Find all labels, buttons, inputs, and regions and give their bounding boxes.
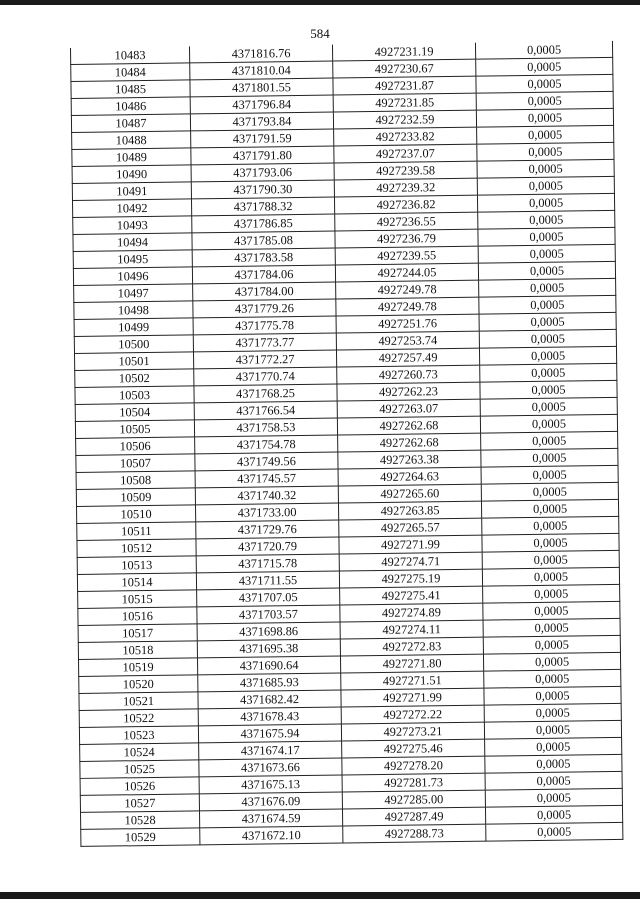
x-coordinate-cell: 4371698.86 [197, 622, 340, 641]
point-number-cell: 10522 [79, 709, 198, 728]
point-number-cell: 10521 [79, 692, 198, 711]
y-coordinate-cell: 4927274.71 [339, 552, 482, 571]
value-cell: 0,0005 [484, 703, 621, 722]
point-number-cell: 10507 [76, 454, 195, 473]
y-coordinate-cell: 4927260.73 [337, 365, 480, 384]
value-cell: 0,0005 [483, 652, 620, 671]
value-cell: 0,0005 [478, 210, 615, 229]
y-coordinate-cell: 4927265.57 [339, 518, 482, 537]
point-number-cell: 10484 [71, 63, 190, 82]
point-number-cell: 10502 [75, 369, 194, 388]
point-number-cell: 10491 [72, 182, 191, 201]
y-coordinate-cell: 4927239.32 [334, 178, 477, 197]
point-number-cell: 10513 [77, 556, 196, 575]
x-coordinate-cell: 4371790.30 [191, 180, 334, 199]
value-cell: 0,0005 [482, 550, 619, 569]
y-coordinate-cell: 4927244.05 [335, 263, 478, 282]
point-number-cell: 10497 [74, 284, 193, 303]
x-coordinate-cell: 4371793.84 [190, 112, 333, 131]
x-coordinate-cell: 4371758.53 [194, 418, 337, 437]
y-coordinate-cell: 4927271.51 [341, 671, 484, 690]
y-coordinate-cell: 4927281.73 [342, 773, 485, 792]
value-cell: 0,0005 [478, 261, 615, 280]
value-cell: 0,0005 [481, 465, 618, 484]
y-coordinate-cell: 4927263.07 [337, 399, 480, 418]
value-cell: 0,0005 [482, 567, 619, 586]
x-coordinate-cell: 4371779.26 [193, 299, 336, 318]
point-number-cell: 10518 [78, 641, 197, 660]
x-coordinate-cell: 4371786.85 [192, 214, 335, 233]
coordinates-table [70, 41, 623, 847]
x-coordinate-cell: 4371754.78 [195, 435, 338, 454]
y-coordinate-cell: 4927230.67 [333, 59, 476, 78]
y-coordinate-cell: 4927278.20 [342, 756, 485, 775]
y-coordinate-cell: 4927231.87 [333, 76, 476, 95]
x-coordinate-cell: 4371674.59 [199, 809, 342, 828]
x-coordinate-cell: 4371674.17 [199, 741, 342, 760]
x-coordinate-cell: 4371733.00 [195, 503, 338, 522]
point-number-cell: 10524 [80, 743, 199, 762]
y-coordinate-cell: 4927274.11 [340, 620, 483, 639]
x-coordinate-cell: 4371784.06 [192, 265, 335, 284]
point-number-cell: 10504 [75, 403, 194, 422]
x-coordinate-cell: 4371711.55 [196, 571, 339, 590]
value-cell: 0,0005 [485, 805, 622, 824]
x-coordinate-cell: 4371791.80 [191, 146, 334, 165]
x-coordinate-cell: 4371675.94 [198, 724, 341, 743]
y-coordinate-cell: 4927275.41 [340, 586, 483, 605]
scan-edge-bottom [0, 892, 640, 899]
point-number-cell: 10508 [76, 471, 195, 490]
y-coordinate-cell: 4927231.85 [333, 93, 476, 112]
value-cell: 0,0005 [477, 125, 614, 144]
value-cell: 0,0005 [479, 295, 616, 314]
x-coordinate-cell: 4371810.04 [190, 61, 333, 80]
point-number-cell: 10494 [73, 233, 192, 252]
y-coordinate-cell: 4927253.74 [336, 331, 479, 350]
value-cell: 0,0005 [477, 159, 614, 178]
y-coordinate-cell: 4927232.59 [333, 110, 476, 129]
point-number-cell: 10514 [77, 573, 196, 592]
x-coordinate-cell: 4371729.76 [196, 520, 339, 539]
point-number-cell: 10493 [73, 216, 192, 235]
x-coordinate-cell: 4371715.78 [196, 554, 339, 573]
value-cell: 0,0005 [479, 278, 616, 297]
x-coordinate-cell: 4371675.13 [199, 775, 342, 794]
value-cell: 0,0005 [479, 329, 616, 348]
y-coordinate-cell: 4927239.55 [335, 246, 478, 265]
x-coordinate-cell: 4371695.38 [197, 639, 340, 658]
point-number-cell: 10520 [79, 675, 198, 694]
x-coordinate-cell: 4371783.58 [192, 248, 335, 267]
value-cell: 0,0005 [477, 176, 614, 195]
x-coordinate-cell: 4371768.25 [194, 384, 337, 403]
y-coordinate-cell: 4927233.82 [334, 127, 477, 146]
y-coordinate-cell: 4927271.99 [341, 688, 484, 707]
point-number-cell: 10527 [80, 794, 199, 813]
point-number-cell: 10506 [76, 437, 195, 456]
x-coordinate-cell: 4371682.42 [198, 690, 341, 709]
x-coordinate-cell: 4371775.78 [193, 316, 336, 335]
x-coordinate-cell: 4371703.57 [197, 605, 340, 624]
point-number-cell: 10525 [80, 760, 199, 779]
point-number-cell: 10489 [72, 148, 191, 167]
y-coordinate-cell: 4927249.78 [336, 280, 479, 299]
value-cell: 0,0005 [481, 431, 618, 450]
y-coordinate-cell: 4927263.85 [338, 501, 481, 520]
point-number-cell: 10516 [78, 607, 197, 626]
point-number-cell: 10485 [71, 80, 190, 99]
point-number-cell: 10488 [72, 131, 191, 150]
value-cell: 0,0005 [483, 601, 620, 620]
y-coordinate-cell: 4927287.49 [342, 807, 485, 826]
y-coordinate-cell: 4927262.68 [337, 416, 480, 435]
value-cell: 0,0005 [478, 244, 615, 263]
x-coordinate-cell: 4371793.06 [191, 163, 334, 182]
x-coordinate-cell: 4371676.09 [199, 792, 342, 811]
point-number-cell: 10529 [81, 828, 200, 847]
value-cell: 0,0005 [482, 516, 619, 535]
point-number-cell: 10512 [77, 539, 196, 558]
coordinates-table-body [70, 41, 622, 847]
y-coordinate-cell: 4927237.07 [334, 144, 477, 163]
point-number-cell: 10510 [77, 505, 196, 524]
y-coordinate-cell: 4927288.73 [343, 824, 486, 843]
x-coordinate-cell: 4371772.27 [193, 350, 336, 369]
point-number-cell: 10519 [79, 658, 198, 677]
x-coordinate-cell: 4371673.66 [199, 758, 342, 777]
x-coordinate-cell: 4371770.74 [194, 367, 337, 386]
x-coordinate-cell: 4371678.43 [198, 707, 341, 726]
y-coordinate-cell: 4927272.83 [340, 637, 483, 656]
x-coordinate-cell: 4371740.32 [195, 486, 338, 505]
x-coordinate-cell: 4371745.57 [195, 469, 338, 488]
y-coordinate-cell: 4927236.55 [335, 212, 478, 231]
value-cell: 0,0005 [482, 533, 619, 552]
value-cell: 0,0005 [481, 448, 618, 467]
y-coordinate-cell: 4927262.68 [338, 433, 481, 452]
y-coordinate-cell: 4927275.19 [339, 569, 482, 588]
x-coordinate-cell: 4371788.32 [191, 197, 334, 216]
x-coordinate-cell: 4371707.05 [197, 588, 340, 607]
x-coordinate-cell: 4371685.93 [198, 673, 341, 692]
x-coordinate-cell: 4371690.64 [197, 656, 340, 675]
value-cell: 0,0005 [480, 414, 617, 433]
y-coordinate-cell: 4927263.38 [338, 450, 481, 469]
y-coordinate-cell: 4927275.46 [342, 739, 485, 758]
point-number-cell: 10515 [78, 590, 197, 609]
y-coordinate-cell: 4927272.22 [341, 705, 484, 724]
point-number-cell: 10528 [81, 811, 200, 830]
x-coordinate-cell: 4371816.76 [189, 45, 332, 63]
y-coordinate-cell: 4927236.79 [335, 229, 478, 248]
value-cell: 0,0005 [478, 227, 615, 246]
point-number-cell: 10501 [74, 352, 193, 371]
y-coordinate-cell: 4927264.63 [338, 467, 481, 486]
y-coordinate-cell: 4927257.49 [336, 348, 479, 367]
x-coordinate-cell: 4371784.00 [193, 282, 336, 301]
value-cell: 0,0005 [479, 312, 616, 331]
value-cell: 0,0005 [480, 380, 617, 399]
value-cell: 0,0005 [484, 686, 621, 705]
point-number-cell: 10487 [71, 114, 190, 133]
y-coordinate-cell: 4927249.78 [336, 297, 479, 316]
point-number-cell: 10509 [76, 488, 195, 507]
value-cell: 0,0005 [485, 737, 622, 756]
point-number-cell: 10486 [71, 97, 190, 116]
value-cell: 0,0005 [481, 499, 618, 518]
point-number-cell: 10500 [74, 335, 193, 354]
point-number-cell: 10490 [72, 165, 191, 184]
y-coordinate-cell: 4927273.21 [341, 722, 484, 741]
point-number-cell: 10526 [80, 777, 199, 796]
value-cell: 0,0005 [476, 108, 613, 127]
y-coordinate-cell: 4927271.99 [339, 535, 482, 554]
page-number: 584 [310, 26, 330, 41]
point-number-cell: 10499 [74, 318, 193, 337]
value-cell: 0,0005 [476, 74, 613, 93]
value-cell: 0,0005 [483, 584, 620, 603]
coordinates-table-wrapper [70, 41, 620, 847]
value-cell: 0,0005 [480, 397, 617, 416]
point-number-cell: 10496 [73, 267, 192, 286]
value-cell: 0,0005 [483, 635, 620, 654]
value-cell: 0,0005 [485, 788, 622, 807]
x-coordinate-cell: 4371749.56 [195, 452, 338, 471]
value-cell: 0,0005 [483, 618, 620, 637]
point-number-cell: 10523 [79, 726, 198, 745]
y-coordinate-cell: 4927285.00 [342, 790, 485, 809]
value-cell: 0,0005 [476, 57, 613, 76]
x-coordinate-cell: 4371785.08 [192, 231, 335, 250]
y-coordinate-cell: 4927271.80 [340, 654, 483, 673]
point-number-cell: 10517 [78, 624, 197, 643]
x-coordinate-cell: 4371791.59 [191, 129, 334, 148]
y-coordinate-cell: 4927236.82 [334, 195, 477, 214]
y-coordinate-cell: 4927239.58 [334, 161, 477, 180]
value-cell: 0,0005 [481, 482, 618, 501]
value-cell: 0,0005 [484, 669, 621, 688]
x-coordinate-cell: 4371773.77 [193, 333, 336, 352]
y-coordinate-cell: 4927231.19 [332, 43, 475, 61]
point-number-cell: 10483 [70, 46, 189, 64]
value-cell: 0,0005 [485, 771, 622, 790]
x-coordinate-cell: 4371766.54 [194, 401, 337, 420]
y-coordinate-cell: 4927265.60 [338, 484, 481, 503]
point-number-cell: 10498 [74, 301, 193, 320]
value-cell: 0,0005 [476, 91, 613, 110]
value-cell: 0,0005 [479, 346, 616, 365]
point-number-cell: 10492 [72, 199, 191, 218]
value-cell: 0,0005 [475, 41, 612, 59]
y-coordinate-cell: 4927262.23 [337, 382, 480, 401]
value-cell: 0,0005 [480, 363, 617, 382]
x-coordinate-cell: 4371720.79 [196, 537, 339, 556]
value-cell: 0,0005 [484, 720, 621, 739]
y-coordinate-cell: 4927251.76 [336, 314, 479, 333]
value-cell: 0,0005 [477, 142, 614, 161]
value-cell: 0,0005 [477, 193, 614, 212]
point-number-cell: 10511 [77, 522, 196, 541]
x-coordinate-cell: 4371672.10 [200, 826, 343, 845]
point-number-cell: 10503 [75, 386, 194, 405]
x-coordinate-cell: 4371801.55 [190, 78, 333, 97]
point-number-cell: 10495 [73, 250, 192, 269]
point-number-cell: 10505 [75, 420, 194, 439]
value-cell: 0,0005 [485, 754, 622, 773]
x-coordinate-cell: 4371796.84 [190, 95, 333, 114]
scan-edge-top [0, 0, 640, 5]
value-cell: 0,0005 [486, 822, 623, 841]
y-coordinate-cell: 4927274.89 [340, 603, 483, 622]
